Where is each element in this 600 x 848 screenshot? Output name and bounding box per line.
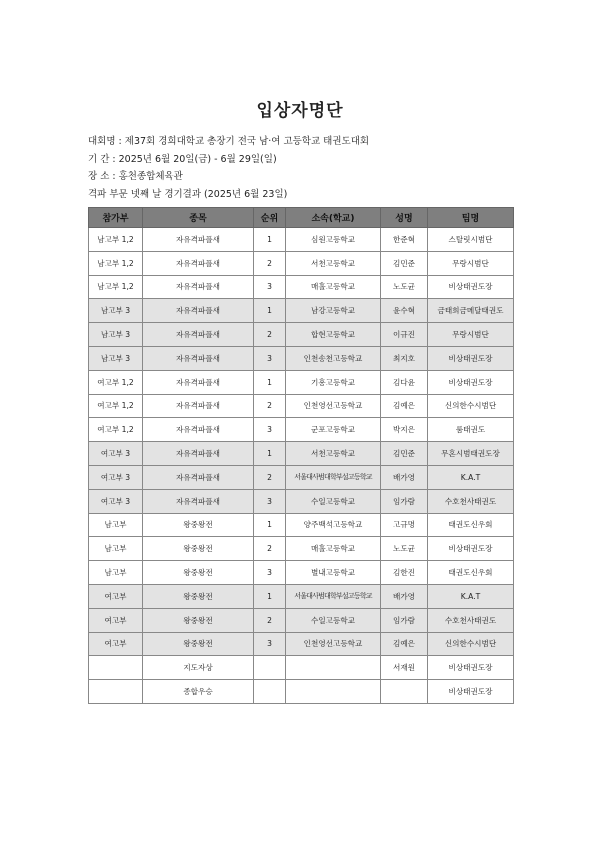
page-title: 입상자명단: [256, 101, 344, 121]
cell-rank: 1: [254, 584, 286, 608]
cell-name: 김민준: [381, 442, 428, 466]
competition-info: [88, 133, 369, 203]
cell-school: 양주백석고등학교: [286, 513, 381, 537]
cell-rank: 3: [254, 346, 286, 370]
cell-rank: 3: [254, 275, 286, 299]
cell-name: 고규명: [381, 513, 428, 537]
table-row: [89, 632, 514, 656]
table-row: [89, 418, 514, 442]
table-row: [89, 442, 514, 466]
cell-rank: 1: [254, 299, 286, 323]
table-row: [89, 465, 514, 489]
cell-rank: 2: [254, 323, 286, 347]
competition-venue: 장 소 : 홍천종합체육관: [88, 171, 183, 182]
cell-team: 비상태권도장: [428, 370, 514, 394]
cell-rank: 2: [254, 394, 286, 418]
cell-name: 최지호: [381, 346, 428, 370]
cell-name: 배가영: [381, 465, 428, 489]
cell-division: 여고부 1,2: [89, 394, 143, 418]
cell-event: 왕중왕전: [143, 513, 254, 537]
cell-division: 남고부: [89, 561, 143, 585]
cell-school: 수일고등학교: [286, 608, 381, 632]
table-row: [89, 489, 514, 513]
cell-rank: 2: [254, 251, 286, 275]
cell-team: 무랑시범단: [428, 323, 514, 347]
cell-team: 비상태권도장: [428, 680, 514, 704]
table-row: [89, 513, 514, 537]
cell-school: 서천고등학교: [286, 442, 381, 466]
cell-event: 자유격파플새: [143, 299, 254, 323]
cell-school: 매홀고등학교: [286, 275, 381, 299]
cell-rank: 3: [254, 561, 286, 585]
header-school: 소속(학교): [286, 208, 381, 228]
table-header-row: [89, 208, 514, 228]
cell-division: 여고부 1,2: [89, 418, 143, 442]
cell-division: 남고부 1,2: [89, 228, 143, 252]
table-row: [89, 299, 514, 323]
cell-school: 서천고등학교: [286, 251, 381, 275]
table-row: [89, 394, 514, 418]
cell-division: 여고부 3: [89, 489, 143, 513]
cell-school: 인천영선고등학교: [286, 394, 381, 418]
competition-period: 기 간 : 2025년 6월 20일(금) - 6월 29일(일): [88, 153, 277, 165]
cell-team: 수호천사태권도: [428, 608, 514, 632]
cell-event: 자유격파플새: [143, 442, 254, 466]
cell-event: 자유격파플새: [143, 275, 254, 299]
cell-team: K.A.T: [428, 584, 514, 608]
table-row: [89, 346, 514, 370]
cell-division: 남고부 1,2: [89, 275, 143, 299]
cell-team: 금태희금메달태권도: [428, 299, 514, 323]
cell-event: 왕중왕전: [143, 632, 254, 656]
cell-name: 김한진: [381, 561, 428, 585]
cell-name: 윤수혁: [381, 299, 428, 323]
cell-school: 매홀고등학교: [286, 537, 381, 561]
cell-school: 합현고등학교: [286, 323, 381, 347]
table-row: [89, 323, 514, 347]
table-row: [89, 537, 514, 561]
cell-division: 여고부: [89, 632, 143, 656]
cell-school: [286, 680, 381, 704]
cell-event: 자유격파플새: [143, 418, 254, 442]
cell-division: 남고부: [89, 537, 143, 561]
cell-event: 자유격파플새: [143, 465, 254, 489]
cell-name: 김다윤: [381, 370, 428, 394]
table-row: [89, 251, 514, 275]
cell-team: 무랑시범단: [428, 251, 514, 275]
table-row: [89, 228, 514, 252]
cell-division: 여고부 3: [89, 442, 143, 466]
cell-division: 남고부 1,2: [89, 251, 143, 275]
cell-school: 인천송천고등학교: [286, 346, 381, 370]
table-row: [89, 608, 514, 632]
cell-school: 군포고등학교: [286, 418, 381, 442]
cell-rank: [254, 656, 286, 680]
cell-name: 서재원: [381, 656, 428, 680]
cell-team: 태권도신우회: [428, 513, 514, 537]
cell-rank: 2: [254, 465, 286, 489]
cell-event: 왕중왕전: [143, 608, 254, 632]
cell-name: 노도균: [381, 275, 428, 299]
cell-team: 태권도신우회: [428, 561, 514, 585]
cell-division: 남고부 3: [89, 323, 143, 347]
cell-name: 김예은: [381, 394, 428, 418]
cell-division: 남고부 3: [89, 346, 143, 370]
cell-event: 왕중왕전: [143, 584, 254, 608]
cell-name: [381, 680, 428, 704]
cell-team: K.A.T: [428, 465, 514, 489]
cell-team: 비상태권도장: [428, 537, 514, 561]
cell-event: 자유격파플새: [143, 323, 254, 347]
cell-division: [89, 680, 143, 704]
cell-event: 자유격파플새: [143, 394, 254, 418]
cell-team: 신의한수시범단: [428, 394, 514, 418]
cell-school: 서울대사범대학부설고등학교: [286, 584, 381, 608]
table-row: [89, 561, 514, 585]
table-row: [89, 275, 514, 299]
cell-team: 비상태권도장: [428, 656, 514, 680]
cell-event: 자유격파플새: [143, 228, 254, 252]
cell-rank: 1: [254, 513, 286, 537]
header-team: 팀명: [428, 208, 514, 228]
cell-school: 별내고등학교: [286, 561, 381, 585]
cell-division: 여고부: [89, 608, 143, 632]
cell-team: 수호천사태권도: [428, 489, 514, 513]
cell-name: 이규진: [381, 323, 428, 347]
cell-team: 스탈릿시범단: [428, 228, 514, 252]
cell-rank: 3: [254, 632, 286, 656]
cell-division: 여고부 3: [89, 465, 143, 489]
cell-team: 신의한수시범단: [428, 632, 514, 656]
cell-event: 자유격파플새: [143, 489, 254, 513]
header-rank: 순위: [254, 208, 286, 228]
cell-team: 무혼시범태권도장: [428, 442, 514, 466]
cell-school: [286, 656, 381, 680]
table-row: [89, 370, 514, 394]
table-row: [89, 680, 514, 704]
cell-name: 노도균: [381, 537, 428, 561]
results-table-body: [89, 228, 514, 704]
cell-rank: 2: [254, 537, 286, 561]
cell-rank: 1: [254, 228, 286, 252]
cell-name: 한준혁: [381, 228, 428, 252]
cell-school: 남강고등학교: [286, 299, 381, 323]
cell-team: 비상태권도장: [428, 275, 514, 299]
cell-rank: 2: [254, 608, 286, 632]
cell-division: 여고부 1,2: [89, 370, 143, 394]
header-name: 성명: [381, 208, 428, 228]
cell-rank: 1: [254, 370, 286, 394]
cell-name: 임가람: [381, 608, 428, 632]
results-subtitle: 격파 부문 넷째 날 경기결과 (2025년 6월 23일): [88, 188, 288, 200]
header-division: 참가부: [89, 208, 143, 228]
results-table: [88, 207, 514, 704]
cell-team: 비상태권도장: [428, 346, 514, 370]
cell-event: 왕중왕전: [143, 537, 254, 561]
cell-division: 여고부: [89, 584, 143, 608]
cell-event: 자유격파플새: [143, 370, 254, 394]
cell-rank: [254, 680, 286, 704]
cell-rank: 3: [254, 489, 286, 513]
cell-division: [89, 656, 143, 680]
cell-event: 종합우승: [143, 680, 254, 704]
table-row: [89, 656, 514, 680]
cell-event: 지도자상: [143, 656, 254, 680]
cell-school: 기흥고등학교: [286, 370, 381, 394]
cell-event: 자유격파플새: [143, 346, 254, 370]
cell-name: 박지은: [381, 418, 428, 442]
cell-division: 남고부: [89, 513, 143, 537]
cell-team: 룸태권도: [428, 418, 514, 442]
cell-school: 인천영선고등학교: [286, 632, 381, 656]
cell-event: 자유격파플새: [143, 251, 254, 275]
cell-name: 김민준: [381, 251, 428, 275]
cell-rank: 1: [254, 442, 286, 466]
cell-event: 왕중왕전: [143, 561, 254, 585]
cell-name: 배가영: [381, 584, 428, 608]
cell-name: 김예은: [381, 632, 428, 656]
table-row: [89, 584, 514, 608]
cell-school: 심원고등학교: [286, 228, 381, 252]
competition-name: 대회명 : 제37회 경희대학교 총장기 전국 남·여 고등학교 태권도대회: [88, 136, 370, 147]
cell-rank: 3: [254, 418, 286, 442]
cell-division: 남고부 3: [89, 299, 143, 323]
cell-school: 수일고등학교: [286, 489, 381, 513]
cell-school: 서울대사범대학부설고등학교: [286, 465, 381, 489]
cell-name: 임가람: [381, 489, 428, 513]
header-event: 종목: [143, 208, 254, 228]
